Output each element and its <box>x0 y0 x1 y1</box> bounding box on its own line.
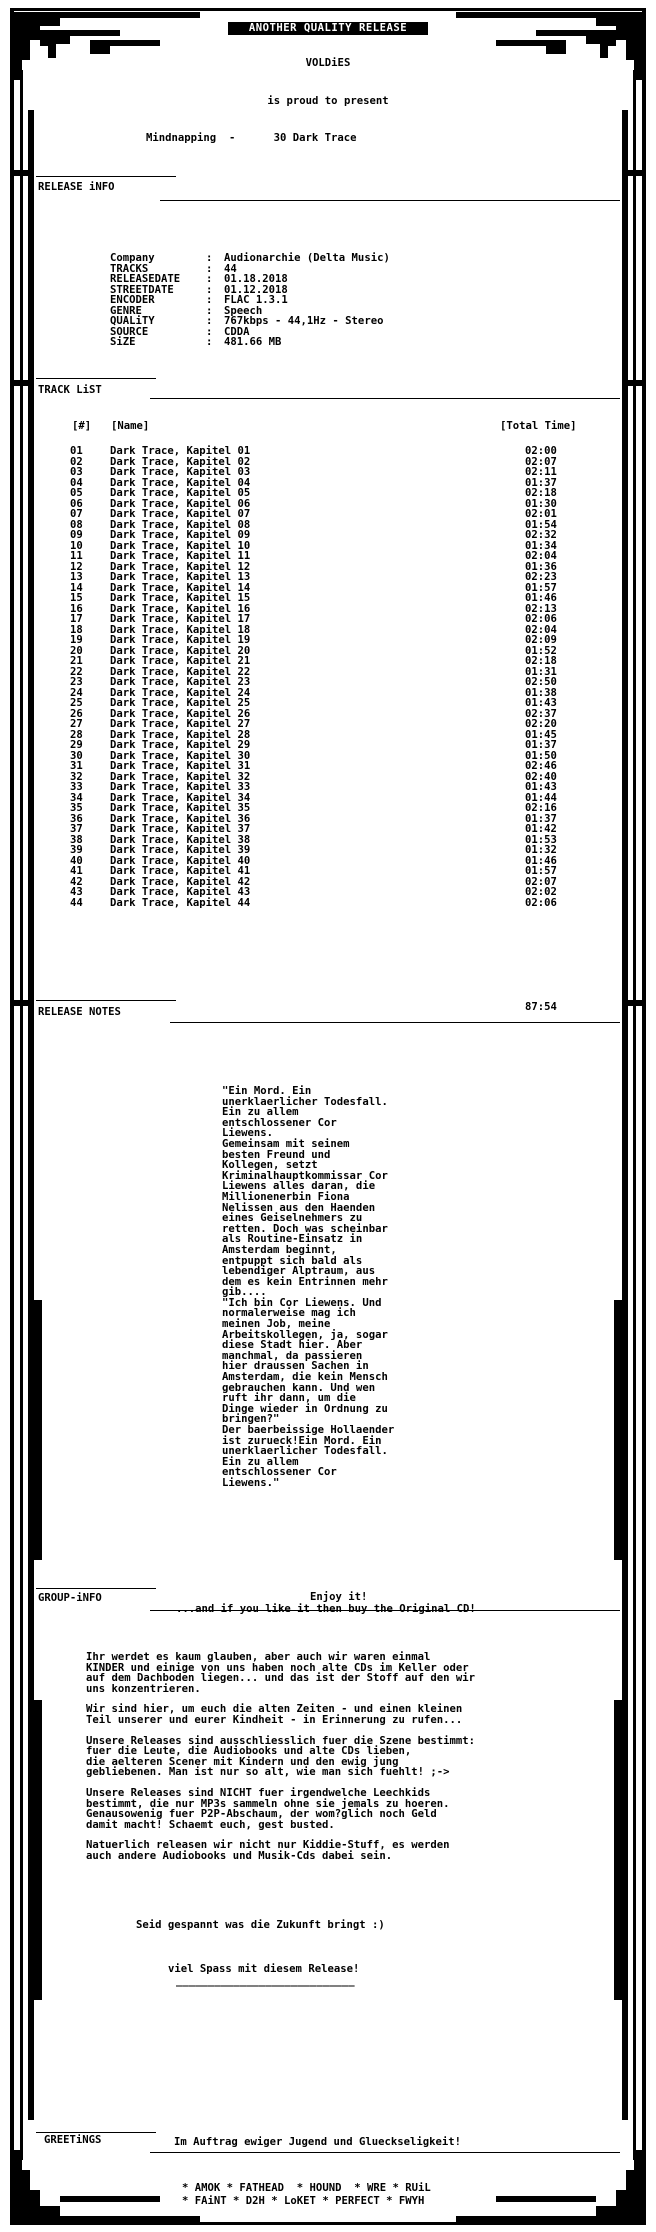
track-number: 06 <box>70 497 83 510</box>
release-info-row <box>110 294 530 305</box>
track-time: 01:38 <box>525 686 557 699</box>
track-name: Dark Trace, Kapitel 10 <box>110 539 251 552</box>
track-name: Dark Trace, Kapitel 24 <box>110 686 251 699</box>
track-number: 05 <box>70 487 83 499</box>
release-info-key: SOURCE <box>110 325 149 338</box>
track-name: Dark Trace, Kapitel 06 <box>110 497 251 510</box>
track-name: Dark Trace, Kapitel 35 <box>110 802 251 814</box>
track-time: 01:52 <box>525 644 557 657</box>
release-info-key: TRACKS <box>110 262 149 275</box>
track-number: 27 <box>70 718 83 730</box>
release-info-key: RELEASEDATE <box>110 273 181 285</box>
release-info-row <box>110 305 530 316</box>
track-time: 02:02 <box>525 886 557 898</box>
release-info-colon: : <box>206 294 213 306</box>
greets-line-1: * AMOK * FATHEAD * HOUND * WRE * RUiL <box>182 2182 431 2194</box>
track-number: 07 <box>70 508 83 520</box>
track-time: 01:45 <box>525 728 557 741</box>
release-info-key: STREETDATE <box>110 283 174 296</box>
enjoy-line: Enjoy it! <box>310 1591 368 1603</box>
track-time: 01:37 <box>525 812 557 825</box>
greets-line-2: * FAiNT * D2H * LoKET * PERFECT * FWYH <box>182 2195 425 2207</box>
section-greetings: GREETiNGS <box>44 2134 102 2146</box>
track-header-num: [#] <box>72 420 92 432</box>
release-info-colon: : <box>206 252 213 264</box>
track-header-name: [Name] <box>111 420 150 432</box>
track-number: 11 <box>70 550 83 562</box>
artist-name: Mindnapping <box>146 132 217 144</box>
track-name: Dark Trace, Kapitel 20 <box>110 644 251 657</box>
release-info-colon: : <box>206 336 213 348</box>
fun-line: viel Spass mit diesem Release! <box>168 1963 360 1975</box>
release-title <box>146 133 357 144</box>
track-number: 32 <box>70 770 83 783</box>
group-info-paragraph: Natuerlich releasen wir nicht nur Kiddie-Stuff, es werden auch andere Audiobooks und Musik-Cds dabei sein. <box>86 1839 450 1862</box>
track-name: Dark Trace, Kapitel 22 <box>110 665 251 678</box>
group-info-paragraph: Unsere Releases sind NICHT fuer irgendwelche Leechkids bestimmt, die nur MP3s sammeln ohne sie jemals zu hoeren. Genausowenig fuer P2P-Abschaum, der wom?glich noch Geld damit macht! Schaemt euch, gest busted. <box>86 1786 450 1831</box>
track-time: 01:37 <box>525 476 557 489</box>
track-number: 25 <box>70 697 83 709</box>
track-number: 42 <box>70 875 83 888</box>
track-number: 08 <box>70 518 83 531</box>
track-name: Dark Trace, Kapitel 38 <box>110 833 251 846</box>
release-info-colon: : <box>206 304 213 317</box>
track-time: 02:18 <box>525 487 557 499</box>
release-info-value: FLAC 1.3.1 <box>224 294 288 306</box>
track-name: Dark Trace, Kapitel 19 <box>110 634 251 646</box>
track-time: 01:37 <box>525 739 557 751</box>
track-name: Dark Trace, Kapitel 36 <box>110 812 251 825</box>
release-info-row <box>110 336 530 347</box>
track-name: Dark Trace, Kapitel 16 <box>110 602 251 615</box>
track-number: 37 <box>70 823 83 835</box>
track-time: 01:36 <box>525 560 557 573</box>
future-line: Seid gespannt was die Zukunft bringt :) <box>136 1919 385 1931</box>
track-name: Dark Trace, Kapitel 14 <box>110 581 251 594</box>
release-info-row <box>110 284 530 295</box>
release-info-value: 481.66 MB <box>224 336 282 348</box>
track-number: 28 <box>70 728 83 741</box>
track-name: Dark Trace, Kapitel 12 <box>110 560 251 573</box>
track-name: Dark Trace, Kapitel 32 <box>110 770 251 783</box>
track-time: 01:50 <box>525 749 557 762</box>
release-info-value: Audionarchie (Delta Music) <box>224 252 390 264</box>
track-time: 02:20 <box>525 718 557 730</box>
track-name: Dark Trace, Kapitel 01 <box>110 445 251 457</box>
track-number: 02 <box>70 455 83 468</box>
track-number: 41 <box>70 865 83 877</box>
track-name: Dark Trace, Kapitel 40 <box>110 854 251 867</box>
release-info-key: QUALiTY <box>110 315 155 327</box>
track-name: Dark Trace, Kapitel 13 <box>110 571 251 583</box>
track-number: 12 <box>70 560 83 573</box>
track-name: Dark Trace, Kapitel 37 <box>110 823 251 835</box>
track-time: 01:46 <box>525 592 557 604</box>
group-info-paragraph: Wir sind hier, um euch die alten Zeiten - und einen kleinen Teil unserer und eurer Kindheit - in Erinnerung zu rufen... <box>86 1703 463 1726</box>
title-dash: - <box>228 132 236 144</box>
track-time: 01:57 <box>525 581 557 594</box>
track-time: 02:23 <box>525 571 557 583</box>
release-info-key: GENRE <box>110 304 142 317</box>
track-time: 01:44 <box>525 791 557 804</box>
release-info-key: ENCODER <box>110 294 155 306</box>
track-time: 02:07 <box>525 875 557 888</box>
track-time: 02:04 <box>525 623 557 636</box>
track-number: 14 <box>70 581 83 594</box>
track-number: 40 <box>70 854 83 867</box>
track-list <box>70 446 590 908</box>
release-info-colon: : <box>206 325 213 338</box>
track-name: Dark Trace, Kapitel 07 <box>110 508 251 520</box>
track-time: 02:13 <box>525 602 557 615</box>
track-time: 01:31 <box>525 665 557 678</box>
track-time: 01:32 <box>525 844 557 856</box>
track-time: 02:50 <box>525 676 557 688</box>
track-time: 02:16 <box>525 802 557 814</box>
track-number: 19 <box>70 634 83 646</box>
track-name: Dark Trace, Kapitel 15 <box>110 592 251 604</box>
release-info-row <box>110 273 530 284</box>
track-name: Dark Trace, Kapitel 42 <box>110 875 251 888</box>
release-info-key: SiZE <box>110 336 136 348</box>
track-number: 44 <box>70 896 83 909</box>
group-info-text <box>86 1652 586 1872</box>
section-group-info: GROUP-iNFO <box>38 1592 102 1604</box>
track-time: 02:00 <box>525 445 557 457</box>
track-number: 43 <box>70 886 83 898</box>
track-time: 02:09 <box>525 634 557 646</box>
track-name: Dark Trace, Kapitel 18 <box>110 623 251 636</box>
track-number: 20 <box>70 644 83 657</box>
release-info-value: 44 <box>224 262 237 275</box>
track-name: Dark Trace, Kapitel 09 <box>110 529 251 541</box>
presents-line: is proud to present <box>267 95 389 107</box>
track-name: Dark Trace, Kapitel 41 <box>110 865 251 877</box>
track-number: 03 <box>70 466 83 478</box>
track-name: Dark Trace, Kapitel 08 <box>110 518 251 531</box>
release-info-row <box>110 315 530 326</box>
track-name: Dark Trace, Kapitel 39 <box>110 844 251 856</box>
track-time: 02:04 <box>525 550 557 562</box>
track-time: 02:07 <box>525 455 557 468</box>
track-number: 17 <box>70 613 83 625</box>
track-time: 01:42 <box>525 823 557 835</box>
track-number: 30 <box>70 749 83 762</box>
group-name: VOLDiES <box>305 57 351 69</box>
release-info-colon: : <box>206 283 213 296</box>
section-release-notes: RELEASE NOTES <box>38 1006 121 1018</box>
track-time: 01:43 <box>525 697 557 709</box>
release-info-value: Speech <box>224 304 263 317</box>
track-number: 04 <box>70 476 83 489</box>
track-time: 01:34 <box>525 539 557 552</box>
album-name: 30 Dark Trace <box>273 132 357 144</box>
section-track-list: TRACK LiST <box>38 384 102 396</box>
release-info-colon: : <box>206 262 213 275</box>
track-time: 02:06 <box>525 613 557 625</box>
track-number: 10 <box>70 539 83 552</box>
track-number: 36 <box>70 812 83 825</box>
release-info-colon: : <box>206 273 213 285</box>
track-time: 01:54 <box>525 518 557 531</box>
track-name: Dark Trace, Kapitel 27 <box>110 718 251 730</box>
track-time: 01:53 <box>525 833 557 846</box>
section-release-info: RELEASE iNFO <box>38 181 115 193</box>
track-name: Dark Trace, Kapitel 23 <box>110 676 251 688</box>
group-info-paragraph: Ihr werdet es kaum glauben, aber auch wir waren einmal KINDER und einige von uns haben noch alte CDs im Keller oder auf dem Dachboden liegen... und das ist der Stoff auf den wir uns konzentrieren. <box>86 1651 476 1695</box>
track-number: 23 <box>70 676 83 688</box>
track-time: 01:30 <box>525 497 557 510</box>
group-info-paragraph: Unsere Releases sind ausschliesslich fuer die Szene bestimmt: fuer die Leute, die Audiobooks und alte CDs lieben, die aelteren Scener mit Kindern und den ewig jung gebliebenen. Man ist nur so alt, wie man sich fuehlt! ;-> <box>86 1734 476 1779</box>
release-info-row <box>110 326 530 337</box>
track-name: Dark Trace, Kapitel 11 <box>110 550 251 562</box>
total-time: 87:54 <box>525 1001 557 1013</box>
top-banner: ANOTHER QUALITY RELEASE <box>228 22 428 35</box>
track-name: Dark Trace, Kapitel 43 <box>110 886 251 898</box>
track-name: Dark Trace, Kapitel 29 <box>110 739 251 751</box>
track-time: 02:01 <box>525 508 557 520</box>
greet-motto: Im Auftrag ewiger Jugend und Glueckseligkeit! <box>174 2136 462 2148</box>
release-info-row <box>110 252 530 263</box>
track-number: 13 <box>70 571 83 583</box>
track-number: 15 <box>70 592 83 604</box>
track-number: 33 <box>70 781 83 793</box>
track-number: 29 <box>70 739 83 751</box>
track-name: Dark Trace, Kapitel 25 <box>110 697 251 709</box>
track-number: 18 <box>70 623 83 636</box>
release-info-value: CDDA <box>224 325 250 338</box>
release-notes-text: "Ein Mord. Ein unerklaerlicher Todesfall. Ein zu allem entschlossener Cor Liewens. Gemeinsam mit seinem besten Freund und Kollegen, setzt Kriminalhauptkommissar Cor Liewens alles daran, die Millionenerbin Fiona Nelissen aus den Haenden eines Geiselnehmers zu retten. Doch was scheinbar als Routine-Einsatz in Amsterdam beginnt, entpuppt sich bald als lebendiger Alptraum, aus dem es kein Entrinnen mehr gib.... "Ich bin Cor Liewens. Und normalerweise mag ich meinen Job, meine Arbeitskollegen, ja, sogar diese Stadt hier. Aber manchmal, da passieren hier draussen Sachen in Amsterdam, die kein Mensch gebrauchen kann. Und wen ruft ihr dann, um die Dinge wieder in Ordnung zu bringen?" Der baerbeissige Hollaender ist zurueck!Ein Mord. Ein unerklaerlicher Todesfall. Ein zu allem entschlossener Cor Liewens." <box>222 1085 395 1489</box>
track-number: 38 <box>70 833 83 846</box>
release-info-key: Company <box>110 252 155 264</box>
track-time: 02:06 <box>525 896 557 909</box>
track-name: Dark Trace, Kapitel 02 <box>110 455 251 468</box>
track-name: Dark Trace, Kapitel 28 <box>110 728 251 741</box>
track-time: 02:37 <box>525 707 557 720</box>
track-time: 02:32 <box>525 529 557 541</box>
release-info-value: 01.18.2018 <box>224 273 288 285</box>
track-name: Dark Trace, Kapitel 03 <box>110 466 251 478</box>
track-time: 01:57 <box>525 865 557 877</box>
track-time: 02:40 <box>525 770 557 783</box>
track-name: Dark Trace, Kapitel 30 <box>110 749 251 762</box>
release-info-colon: : <box>206 315 213 327</box>
track-name: Dark Trace, Kapitel 04 <box>110 476 251 489</box>
enjoy-sub-line: ...and if you like it then buy the Original CD! <box>176 1603 476 1615</box>
track-number: 39 <box>70 844 83 856</box>
track-name: Dark Trace, Kapitel 17 <box>110 613 251 625</box>
track-name: Dark Trace, Kapitel 26 <box>110 707 251 720</box>
track-name: Dark Trace, Kapitel 21 <box>110 655 251 667</box>
track-number: 09 <box>70 529 83 541</box>
track-name: Dark Trace, Kapitel 33 <box>110 781 251 793</box>
track-time: 01:43 <box>525 781 557 793</box>
track-row <box>70 898 590 909</box>
track-name: Dark Trace, Kapitel 31 <box>110 760 251 772</box>
track-name: Dark Trace, Kapitel 34 <box>110 791 251 804</box>
release-info-value: 01.12.2018 <box>224 283 288 296</box>
track-time: 02:11 <box>525 466 557 478</box>
track-time: 02:46 <box>525 760 557 772</box>
track-number: 01 <box>70 445 83 457</box>
track-header-time: [Total Time] <box>500 420 577 432</box>
track-number: 31 <box>70 760 83 772</box>
track-time: 02:18 <box>525 655 557 667</box>
track-number: 16 <box>70 602 83 615</box>
fun-rule: ____________________________ <box>176 1975 355 1987</box>
track-number: 34 <box>70 791 83 804</box>
track-number: 21 <box>70 655 83 667</box>
track-number: 22 <box>70 665 83 678</box>
track-time: 01:46 <box>525 854 557 867</box>
track-number: 24 <box>70 686 83 699</box>
release-info-row <box>110 263 530 274</box>
track-name: Dark Trace, Kapitel 44 <box>110 896 251 909</box>
track-number: 35 <box>70 802 83 814</box>
track-name: Dark Trace, Kapitel 05 <box>110 487 251 499</box>
release-info-value: 767kbps - 44,1Hz - Stereo <box>224 315 384 327</box>
track-number: 26 <box>70 707 83 720</box>
